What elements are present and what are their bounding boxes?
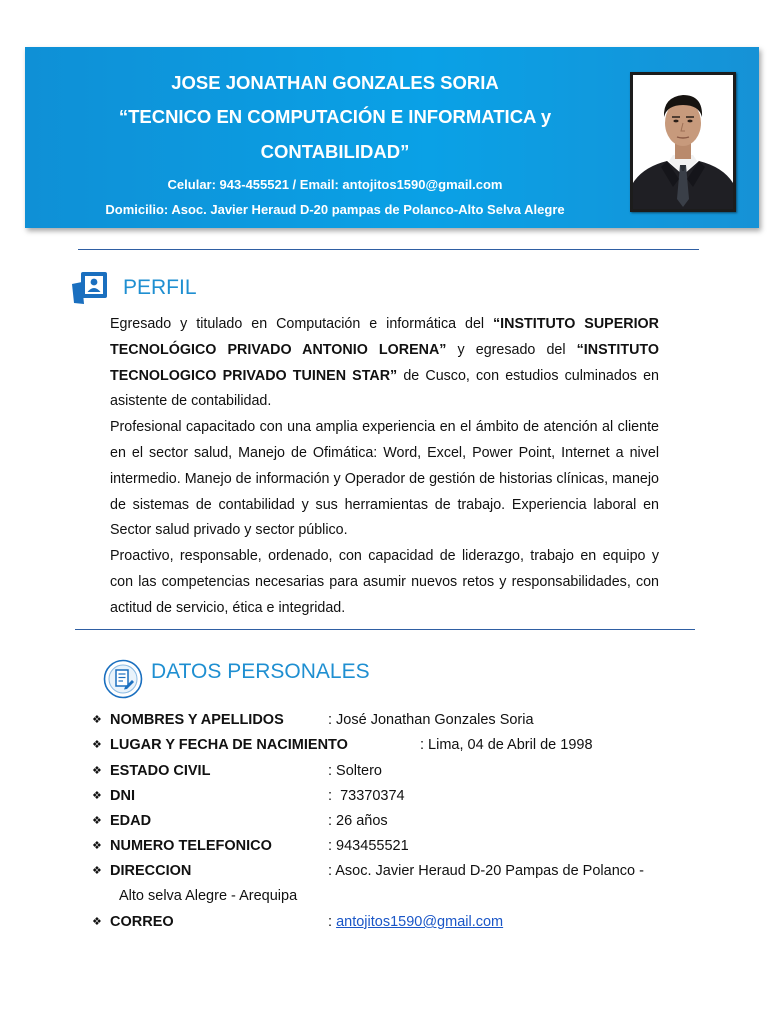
datos-title: DATOS PERSONALES bbox=[151, 660, 370, 683]
perfil-paragraph-3: Proactivo, responsable, ordenado, con capacidad de liderazgo, trabajo en equipo y con las competencias necesarias para asumir nuevos retos y responsabilidades, con actitud de servicio, ética e integridad. bbox=[110, 548, 659, 616]
field-label: DNI bbox=[110, 788, 135, 804]
institute-name-1: “INSTITUTO SUPERIOR TECNOLÓGICO PRIVADO ANTONIO LORENA” bbox=[110, 316, 659, 358]
profile-photo bbox=[630, 72, 736, 212]
bullet-icon: ❖ bbox=[92, 840, 102, 852]
field-value: : José Jonathan Gonzales Soria bbox=[328, 712, 534, 728]
field-label: CORREO bbox=[110, 914, 174, 930]
perfil-body bbox=[110, 312, 659, 622]
perfil-icon bbox=[70, 270, 110, 306]
field-value: : 943455521 bbox=[328, 838, 409, 854]
job-title-line2: CONTABILIDAD” bbox=[260, 141, 410, 162]
field-label: DIRECCION bbox=[110, 863, 192, 879]
bullet-icon: ❖ bbox=[92, 790, 102, 802]
perfil-text: y egresado del bbox=[446, 341, 577, 358]
document-edit-icon bbox=[103, 659, 143, 699]
field-value bbox=[328, 914, 503, 930]
profile-photo-image bbox=[633, 75, 733, 209]
bullet-icon: ❖ bbox=[92, 916, 102, 928]
field-label: EDAD bbox=[110, 813, 152, 829]
field-value: : 73370374 bbox=[328, 788, 405, 804]
divider-middle bbox=[75, 629, 695, 630]
perfil-text: de Cusco, con estudios culminados en asistente de contabilidad. bbox=[110, 367, 659, 410]
perfil-title: PERFIL bbox=[123, 276, 197, 299]
perfil-paragraph-1 bbox=[110, 312, 659, 415]
correo-prefix: : bbox=[328, 914, 337, 930]
candidate-name: JOSE JONATHAN GONZALES SORIA bbox=[171, 72, 499, 93]
field-value: : Lima, 04 de Abril de 1998 bbox=[420, 737, 593, 753]
field-label: NUMERO TELEFONICO bbox=[110, 838, 272, 854]
bullet-icon: ❖ bbox=[92, 765, 102, 777]
job-title-line1: “TECNICO EN COMPUTACIÓN E INFORMATICA y bbox=[118, 106, 552, 127]
datos-icon bbox=[103, 659, 143, 699]
bullet-icon: ❖ bbox=[92, 865, 102, 877]
field-label: LUGAR Y FECHA DE NACIMIENTO bbox=[110, 737, 348, 753]
perfil-text: Egresado y titulado en Computación e informática del bbox=[110, 316, 494, 332]
field-value: : 26 años bbox=[328, 813, 388, 829]
header-banner bbox=[25, 47, 759, 228]
divider-top bbox=[78, 249, 699, 250]
bullet-icon: ❖ bbox=[92, 815, 102, 827]
contact-line: Celular: 943-455521 / Email: antojitos1590@gmail.com bbox=[167, 177, 503, 192]
id-card-icon bbox=[70, 270, 110, 306]
email-link[interactable]: antojitos1590@gmail.com bbox=[336, 914, 504, 930]
field-label: NOMBRES Y APELLIDOS bbox=[110, 712, 284, 728]
bullet-icon: ❖ bbox=[92, 739, 102, 751]
address-line: Domicilio: Asoc. Javier Heraud D-20 pampas de Polanco-Alto Selva Alegre bbox=[105, 202, 565, 217]
field-value: : Soltero bbox=[328, 763, 382, 779]
field-label: ESTADO CIVIL bbox=[110, 763, 211, 779]
field-value-continued: Alto selva Alegre - Arequipa bbox=[119, 888, 298, 904]
institute-name-2: “INSTITUTO TECNOLOGICO PRIVADO TUINEN STAR” bbox=[110, 341, 659, 384]
perfil-paragraph-2: Profesional capacitado con una amplia experiencia en el ámbito de atención al cliente en el sector salud, Manejo de Ofimática: Word, Excel, Power Point, Internet a nivel intermedio. Manejo de información y Operador de gestión de historias clínicas, manejo de sistemas de contabilidad y sus herramientas de trabajo. Experiencia laboral en Sector salud privado y sector público. bbox=[110, 419, 659, 539]
field-value: : Asoc. Javier Heraud D-20 Pampas de Polanco - bbox=[328, 863, 644, 879]
bullet-icon: ❖ bbox=[92, 714, 102, 726]
